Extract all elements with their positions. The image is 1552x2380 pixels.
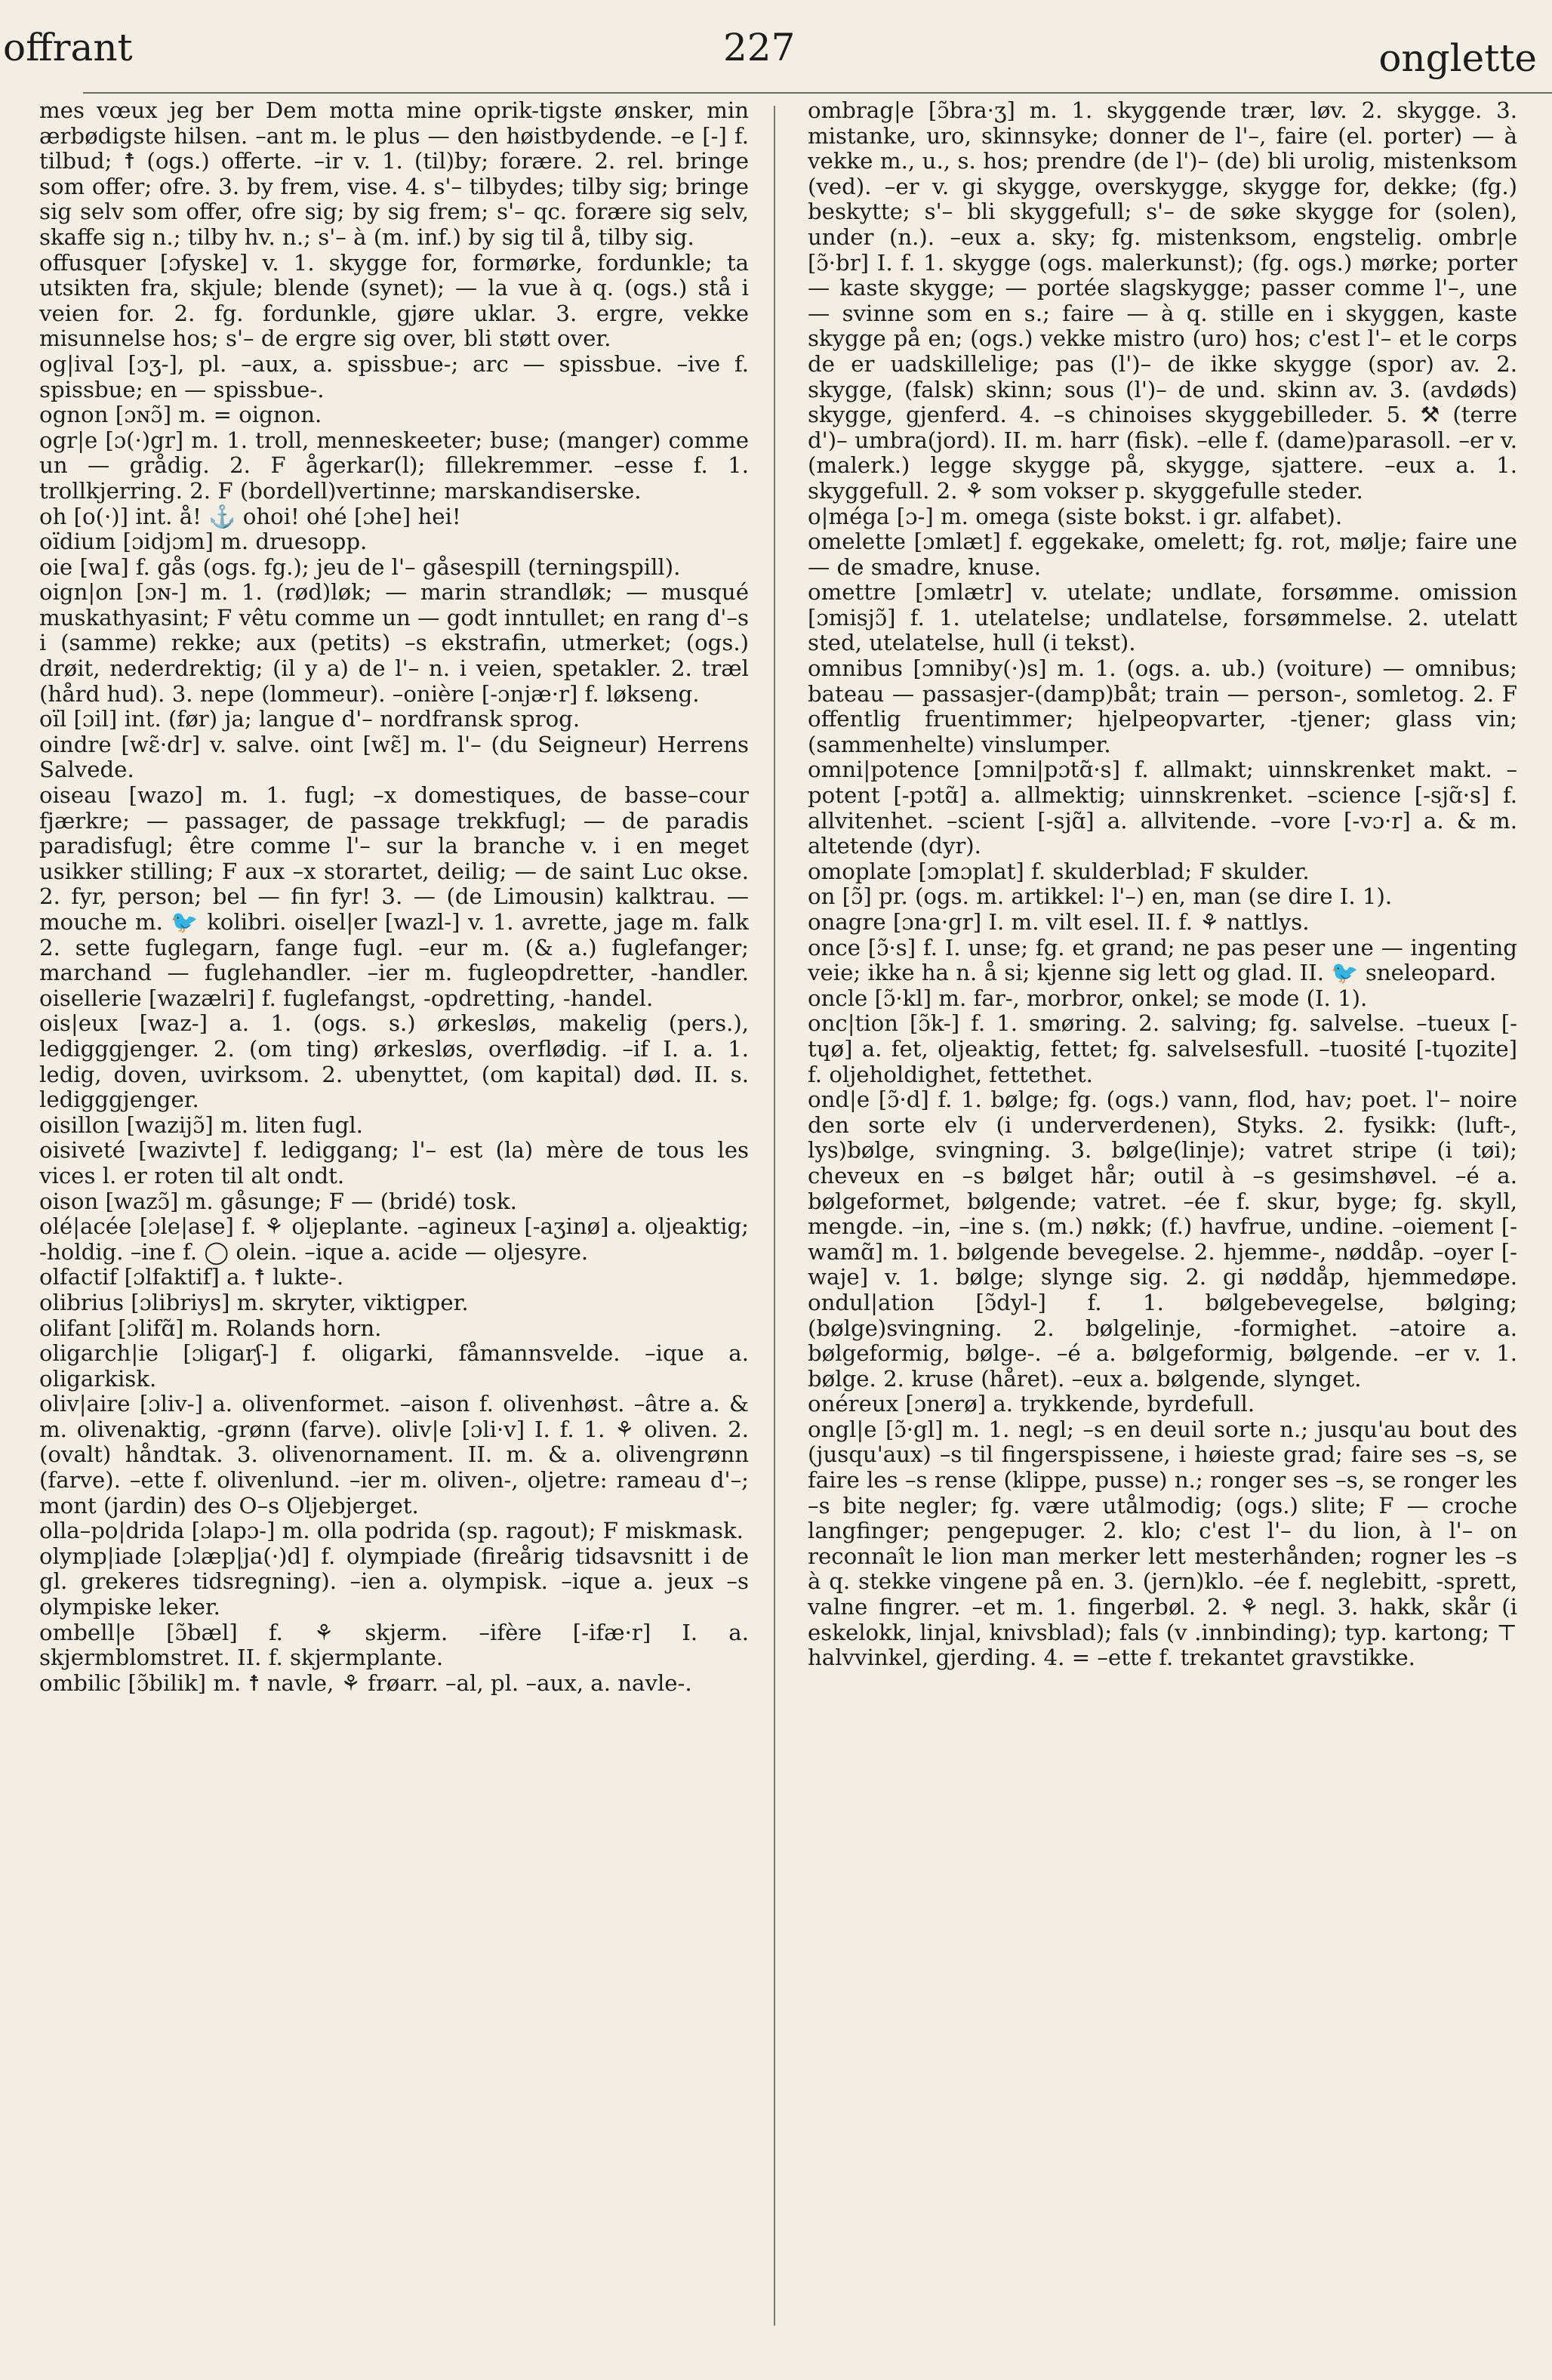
entry-oison: oison [wazɔ̃] m. gåsunge; F — (bridé) tosk. xyxy=(39,1188,517,1214)
entry-olla-podrida: olla–po|drida [ɔlapɔ-] m. olla podrida (sp. ragout); F miskmask. xyxy=(39,1518,744,1544)
entry-oindre: oindre [wɛ̃·dr] v. salve. oint [wɛ̃] m. l'– (du Seigneur) Herrens Salvede. xyxy=(39,731,749,783)
entry-oiseau: oiseau [wazo] m. 1. fugl; –x domestiques, de basse–cour fjærkre; — passager, de passage trekkfugl; — de paradis paradisfugl; être comme l'– sur la branche v. i en meget usikker stilling; F aux –x storartet, deilig; — de saint Luc okse. 2. fyr, person; bel — fin fyr! 3. — (de Limousin) kalktrau. —mouche m. 🐦 kolibri. oisel|er [wazl-] v. 1. avrette, jage m. falk 2. sette fuglegarn, fange fugl. –eur m. (& a.) fuglefanger; marchand — fuglehandler. –ier m. fugleopdretter, -handler. oisellerie [wazælri] f. fuglefangst, -opdretting, -handel. xyxy=(39,782,749,1011)
left-column xyxy=(39,98,749,1696)
entry-ombilic: ombilic [ɔ̃bilik] m. ☨ navle, ⚘ frøarr. –al, pl. –aux, a. navle-. xyxy=(39,1669,692,1696)
right-column xyxy=(808,98,1517,1671)
entry-ogival: og|ival [ɔʒ-], pl. –aux, a. spissbue-; arc — spissbue. –ive f. spissbue; en — spissbue-. xyxy=(39,350,749,402)
entry-oil: oïl [ɔil] int. (før) ja; langue d'– nordfransk sprog. xyxy=(39,706,580,732)
entry-oh: oh [o(·)] int. å! ⚓ ohoi! ohé [ɔhe] hei! xyxy=(39,503,461,529)
left-guide-word: offrant xyxy=(3,26,133,69)
entry-omettre: omettre [ɔmlætr] v. utelate; undlate, forsømme. omission [ɔmisjɔ̃] f. 1. utelatelse; undlatelse, forsømmelse. 2. utelatt sted, utelatelse, hull (i tekst). xyxy=(808,579,1517,656)
entry-olibrius: olibrius [ɔlibriys] m. skryter, viktigper. xyxy=(39,1289,469,1315)
entry-omelette: omelette [ɔmlæt] f. eggekake, omelett; fg. rot, mølje; faire une — de smadre, knuse. xyxy=(808,529,1517,580)
entry-olympiade: olymp|iade [ɔlæp|ja(·)d] f. olympiade (fireårig tidsavsnitt i de gl. grekeres tidsregning). –ien a. olympisk. –ique a. jeux –s olympiske leker. xyxy=(39,1543,749,1620)
entry-oiseux: ois|eux [waz-] a. 1. (ogs. s.) ørkesløs, makelig (pers.), ledigggjenger. 2. (om ting) ørkesløs, overflødig. –if I. a. 1. ledig, doven, uvirksom. 2. ubenyttet, (om kapital) død. II. s. ledigggjenger. xyxy=(39,1010,749,1113)
entry-oie: oie [wa] f. gås (ogs. fg.); jeu de l'– gåsespill (terningspill). xyxy=(39,553,681,580)
entry-olifant: olifant [ɔlifɑ̃] m. Rolands horn. xyxy=(39,1315,382,1341)
entry-onction: onc|tion [ɔ̃k-] f. 1. smøring. 2. salving; fg. salvelse. –tueux [-tɥø] a. fet, oljeaktig, fettet; fg. salvelsesfull. –tuosité [-tɥozite] f. oljeholdighet, fettethet. xyxy=(808,1010,1517,1087)
right-guide-word: onglette xyxy=(1378,36,1537,80)
entry-ongle: ongl|e [ɔ̃·gl] m. 1. negl; –s en deuil sorte n.; jusqu'au bout des (jusqu'aux) –s til fingerspissene, i høieste grad; faire ses –s, se faire les –s rense (klippe, pusse) n.; ronger ses –s, se ronger les –s bite negler; fg. være utålmodig; (ogs.) slite; F — croche langfinger; pengepuger. 2. klo; c'est l'– du lion, à l'– on reconnaît le lion man merker lett mesterhånden; rogner les –s à q. stekke vingene på en. 3. (jern)klo. –ée f. neglebitt, -sprett, valne fingrer. –et m. 1. fingerbøl. 2. ⚘ negl. 3. hakk, skår (i eskelokk, linjal, knivsblad); fals (v .innbinding); typ. kartong; ⊤ halvvinkel, gjerding. 4. = –ette f. trekantet gravstikke. xyxy=(808,1416,1517,1671)
entry-offusquer: offusquer [ɔfyske] v. 1. skygge for, formørke, fordunkle; ta utsikten fra, skjule; blende (synet); — la vue à q. (ogs.) stå i veien for. 2. fg. fordunkle, gjøre uklar. 3. ergre, vekke misunnelse hos; s'– de ergre sig over, bli støtt over. xyxy=(39,249,749,352)
entry-omega: o|méga [ɔ-] m. omega (siste bokst. i gr. alfabet). xyxy=(808,503,1343,529)
page-header xyxy=(0,0,1552,98)
header-rule xyxy=(83,92,1552,94)
entry-oligarchie: oligarch|ie [ɔligarʃ-] f. oligarki, fåmannsvelde. –ique a. oligarkisk. xyxy=(39,1340,749,1392)
entry-ombelle: ombell|e [ɔ̃bæl] f. ⚘ skjerm. –ifère [-ifæ·r] I. a. skjermblomstret. II. f. skjermplante. xyxy=(39,1619,749,1671)
entry-onde: ond|e [ɔ̃·d] f. 1. bølge; fg. (ogs.) vann, flod, hav; poet. l'– noire den sorte elv (i underverdenen), Styks. 2. fysikk: (luft-, lys)bølge, svingning. 3. bølge(linje); vatret stripe (i tøi); cheveux en –s bølget hår; outil à –s gesimshøvel. –é a. bølgeformet, bølgende; vatret. –ée f. skur, byge; fg. skyll, mengde. –in, –ine s. (m.) nøkk; (f.) havfrue, undine. –oiement [-wamɑ̃] m. 1. bølgende bevegelse. 2. hjemme-, nøddåp. –oyer [-waje] v. 1. bølge; slynge sig. 2. gi nøddåp, hjemmedøpe. ondul|ation [ɔ̃dyl-] f. 1. bølgebevegelse, bølging; (bølge)svingning. 2. bølgelinje, -formighet. –atoire a. bølgeformig, bølge-. –é a. bølgeformig, bølgende. –er v. 1. bølge. 2. kruse (håret). –eux a. bølgende, slynget. xyxy=(808,1087,1517,1392)
entry-ognon: ognon [ɔɴɔ̃] m. = oignon. xyxy=(39,402,322,428)
entry-olivaire: oliv|aire [ɔliv-] a. olivenformet. –aison f. olivenhøst. –âtre a. & m. olivenaktig, -grønn (farve). oliv|e [ɔli·v] I. f. 1. ⚘ oliven. 2. (ovalt) håndtak. 3. olivenornament. II. m. & a. olivengrønn (farve). –ette f. olivenlund. –ier m. oliven-, oljetre: rameau d'–; mont (jardin) des O–s Oljebjerget. xyxy=(39,1391,749,1518)
page-number: 227 xyxy=(723,26,796,69)
entry-offrant: mes vœux jeg ber Dem motta mine oprik-tigste ønsker, min ærbødigste hilsen. –ant m. le plus — den høistbydende. –e [-] f. tilbud; ☨ (ogs.) offerte. –ir v. 1. (til)by; forære. 2. rel. bringe som offer; ofre. 3. by frem, vise. 4. s'– tilbydes; tilby sig; bringe sig selv som offer, ofre sig; by sig frem; s'– qc. forære sig selv, skaffe sig n.; tilby hv. n.; s'– à (m. inf.) by sig til å, tilby sig. xyxy=(39,97,749,250)
entry-oisivete: oisiveté [wazivte] f. lediggang; l'– est (la) mère de tous les vices l. er roten til alt ondt. xyxy=(39,1137,749,1188)
entry-oncle: oncle [ɔ̃·kl] m. far-, morbror, onkel; se mode (I. 1). xyxy=(808,985,1368,1011)
column-divider xyxy=(774,106,775,2326)
entry-oisillon: oisillon [wazijɔ̃] m. liten fugl. xyxy=(39,1111,363,1138)
entry-once: once [ɔ̃·s] f. I. unse; fg. et grand; ne pas peser une — ingenting veie; ikke ha n. å si; kjenne sig lett og glad. II. 🐦 sneleopard. xyxy=(808,934,1517,986)
entry-onagre: onagre [ɔna·gr] I. m. vilt esel. II. f. ⚘ nattlys. xyxy=(808,909,1310,935)
entry-onereux: onéreux [ɔnerø] a. trykkende, byrdefull. xyxy=(808,1391,1255,1417)
entry-ogre: ogr|e [ɔ(·)gr] m. 1. troll, menneskeeter; buse; (manger) comme un — grådig. 2. F ågerkar(l); fillekremmer. –esse f. 1. trollkjerring. 2. F (bordell)vertinne; marskandiserske. xyxy=(39,427,749,504)
entry-omoplate: omoplate [ɔmɔplat] f. skulderblad; F skulder. xyxy=(808,858,1310,884)
entry-olfactif: olfactif [ɔlfaktif] a. ☨ lukte-. xyxy=(39,1264,344,1290)
entry-oleacee: olé|acée [ɔle|ase] f. ⚘ oljeplante. –agineux [-aʒinø] a. oljeaktig; -holdig. –ine f. ◯ olein. –ique a. acide — oljesyre. xyxy=(39,1213,749,1265)
entry-oignon: oign|on [ɔɴ-] m. 1. (rød)løk; — marin strandløk; — musqué muskathyasint; F vêtu comme un — godt inntullet; en rang d'–s i (samme) rekke; aux (petits) –s ekstrafin, utmerket; (ogs.) drøit, nederdrektig; (il y a) de l'– n. i veien, spetakler. 2. træl (hård hud). 3. nepe (lommeur). –onière [-ɔnjæ·r] f. løkseng. xyxy=(39,579,749,707)
entry-oidium: oïdium [ɔidjɔm] m. druesopp. xyxy=(39,529,368,555)
entry-omnipotence: omni|potence [ɔmni|pɔtɑ̃·s] f. allmakt; uinnskrenket makt. –potent [-pɔtɑ̃] a. allmektig; uinnskrenket. –science [-sjɑ̃·s] f. allvitenhet. –scient [-sjɑ̃] a. allvitende. –vore [-vɔ·r] a. & m. altetende (dyr). xyxy=(808,757,1517,859)
entry-on: on [ɔ̃] pr. (ogs. m. artikkel: l'–) en, man (se dire I. 1). xyxy=(808,883,1393,910)
entry-ombrage: ombrag|e [ɔ̃bra·ʒ] m. 1. skyggende trær, løv. 2. skygge. 3. mistanke, uro, skinnsyke; donner de l'–, faire (el. porter) — à vekke m., u., s. hos; prendre (de l')– (de) bli urolig, mistenksom (ved). –er v. gi skygge, overskygge, skygge for, dekke; (fg.) beskytte; s'– bli skyggefull; s'– de søke skygge for (solen), under (n.). –eux a. sky; fg. mistenksom, engstelig. ombr|e [ɔ̃·br] I. f. 1. skygge (ogs. malerkunst); (fg. ogs.) mørke; porter — kaste skygge; — portée slagskygge; passer comme l'–, une — svinne som en s.; faire — à q. stille en i skyggen, kaste skygge på en; (ogs.) vekke mistro (uro) hos; c'est l'– et le corps de er uadskillelige; pas (l')– de ikke skygge (spor) av. 2. skygge, (falsk) skinn; sous (l')– de und. skinn av. 3. (avdøds) skygge, gjenferd. 4. –s chinoises skyggebilleder. 5. ⚒ (terre d')– umbra(jord). II. m. harr (fisk). –elle f. (dame)parasoll. –er v. (malerk.) legge skygge på, skygge, sjattere. –eux a. 1. skyggefull. 2. ⚘ som vokser p. skyggefulle steder. xyxy=(808,97,1517,504)
entry-omnibus: omnibus [ɔmniby(·)s] m. 1. (ogs. a. ub.) (voiture) — omnibus; bateau — passasjer-(damp)båt; train — person-, somletog. 2. F offentlig fruentimmer; hjelpeopvarter, -tjener; glass vin; (sammenhelte) vinslumper. xyxy=(808,655,1517,757)
